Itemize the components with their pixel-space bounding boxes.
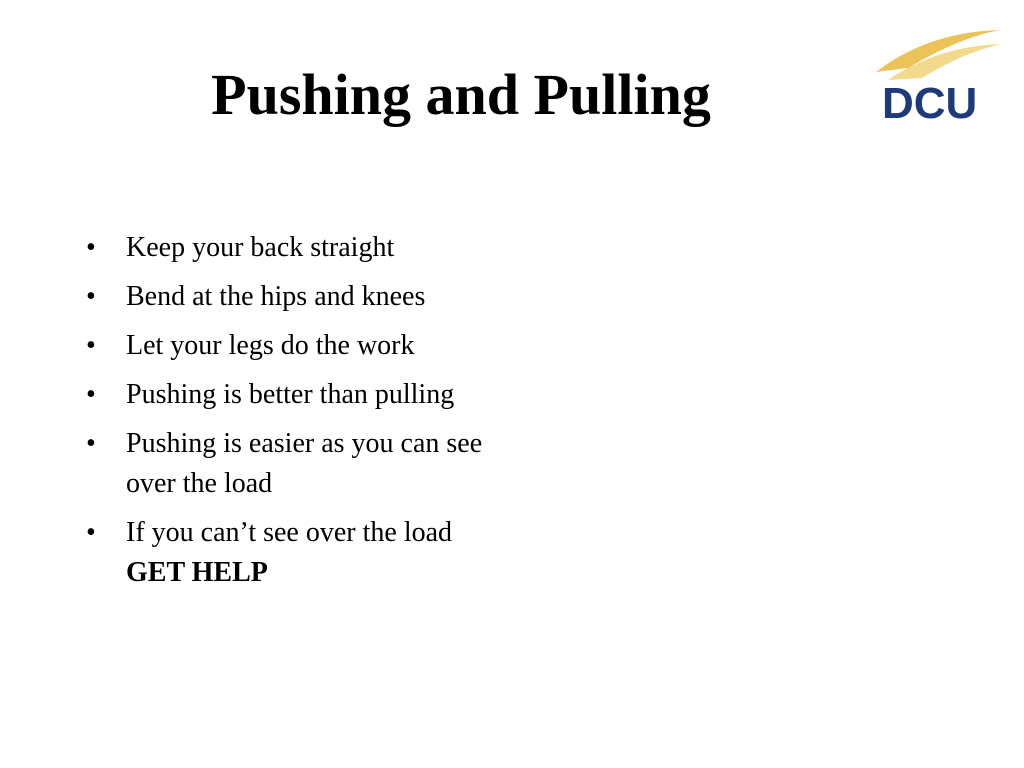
bullet-dot: • (86, 517, 96, 548)
bullet-dot: • (86, 281, 96, 312)
get-help-emphasis: GET HELP (126, 557, 268, 588)
slide-title: Pushing and Pulling (211, 62, 711, 127)
bullet-text: Let your legs do the work (126, 330, 415, 361)
dcu-logo (868, 24, 1008, 124)
bullet-dot: • (86, 330, 96, 361)
bullet-item (86, 424, 506, 504)
bullet-dot: • (86, 379, 96, 410)
bullet-dot: • (86, 428, 96, 459)
bullet-dot: • (86, 232, 96, 263)
bullet-text: Bend at the hips and knees (126, 281, 426, 312)
bullet-text: Pushing is easier as you can see over the load (126, 428, 483, 499)
logo-text: DCU (882, 79, 978, 124)
bullet-list (86, 228, 506, 602)
bullet-text: If you can’t see over the load (126, 517, 453, 548)
bullet-text: Pushing is better than pulling (126, 379, 455, 410)
bullet-item (86, 228, 506, 268)
bullet-item (86, 513, 506, 593)
bullet-text: Keep your back straight (126, 232, 395, 263)
bullet-item (86, 326, 506, 366)
bullet-item (86, 277, 506, 317)
bullet-item (86, 375, 506, 415)
